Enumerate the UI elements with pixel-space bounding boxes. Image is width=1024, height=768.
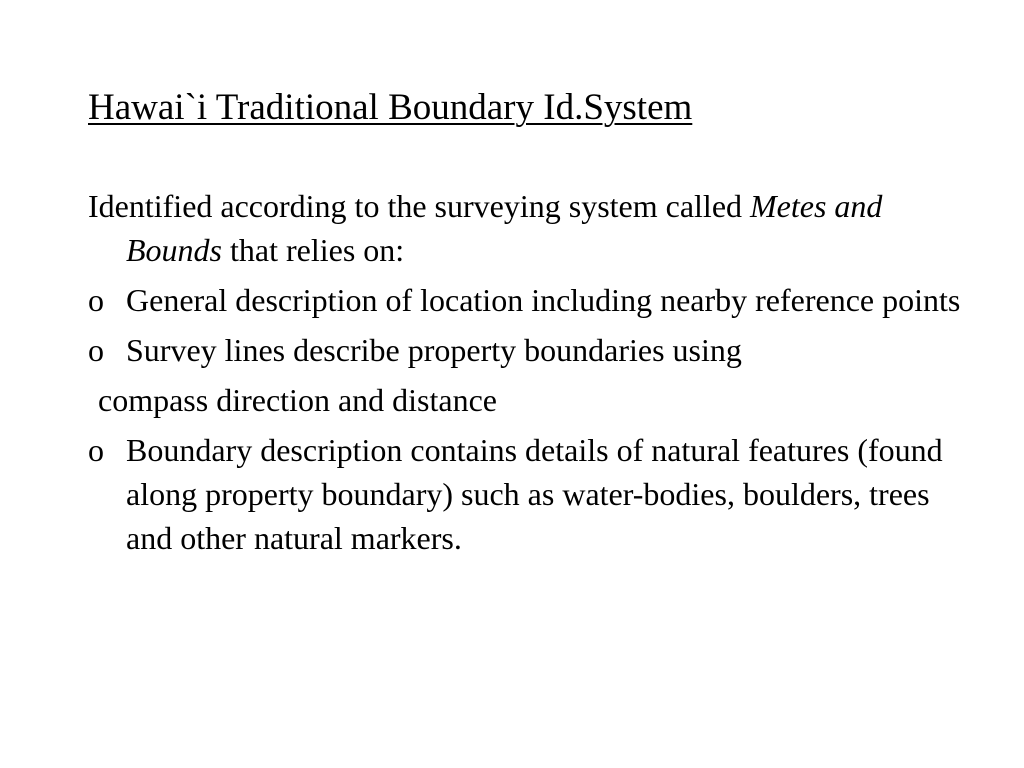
bullet-item-3: [88, 428, 968, 560]
bullet-text-1: General description of location including nearby reference points: [126, 282, 961, 318]
bullet-item-2: [88, 328, 968, 372]
slide-title: Hawai`i Traditional Boundary Id.System: [88, 87, 693, 128]
bullet-text-3: Boundary description contains details of natural features (found along property boundary) such as water-bodies, boulders, trees and other natural markers.: [126, 432, 943, 556]
bullet-continuation: compass direction and distance: [98, 382, 497, 418]
bullet-text-2: Survey lines describe property boundaries using: [126, 332, 742, 368]
bullet-marker: o: [88, 332, 104, 368]
bullet-marker: o: [88, 282, 104, 318]
intro-paragraph: [88, 184, 968, 272]
slide-body: [88, 184, 968, 566]
intro-text-before: Identified according to the surveying system called: [88, 188, 751, 224]
intro-emphasis: Metes and Bounds: [126, 188, 883, 268]
bullet-marker: o: [88, 432, 104, 468]
intro-text-after: that relies on:: [222, 232, 405, 268]
bullet-item-1: [88, 278, 968, 322]
